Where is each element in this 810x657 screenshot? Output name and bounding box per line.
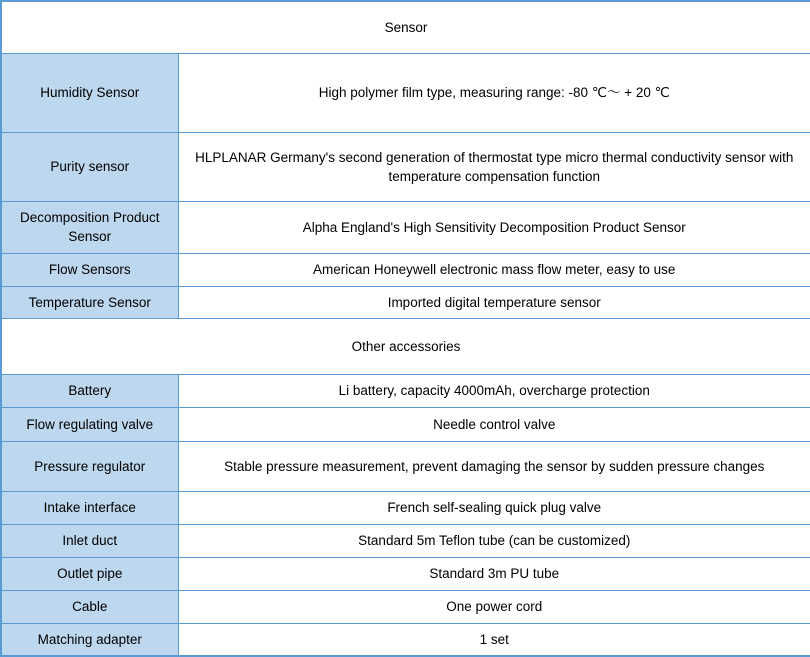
table-row bbox=[1, 253, 810, 286]
row-value-decomposition-product-sensor: Alpha England's High Sensitivity Decomposition Product Sensor bbox=[178, 201, 810, 253]
row-value-intake-interface: French self-sealing quick plug valve bbox=[178, 491, 810, 524]
row-value-cable: One power cord bbox=[178, 590, 810, 623]
row-value-purity-sensor: HLPLANAR Germany's second generation of thermostat type micro thermal conductivity sensor with temperature compensation function bbox=[178, 132, 810, 201]
row-label-purity-sensor: Purity sensor bbox=[1, 132, 178, 201]
row-value-temperature-sensor: Imported digital temperature sensor bbox=[178, 286, 810, 318]
row-value-outlet-pipe: Standard 3m PU tube bbox=[178, 557, 810, 590]
row-label-temperature-sensor: Temperature Sensor bbox=[1, 286, 178, 318]
table-row bbox=[1, 286, 810, 318]
row-label-pressure-regulator: Pressure regulator bbox=[1, 441, 178, 491]
table-row bbox=[1, 53, 810, 132]
row-value-matching-adapter: 1 set bbox=[178, 623, 810, 656]
row-label-battery: Battery bbox=[1, 374, 178, 407]
row-value-pressure-regulator: Stable pressure measurement, prevent damaging the sensor by sudden pressure changes bbox=[178, 441, 810, 491]
table-row bbox=[1, 132, 810, 201]
section-header-sensor: Sensor bbox=[1, 1, 810, 53]
row-value-inlet-duct: Standard 5m Teflon tube (can be customized) bbox=[178, 524, 810, 557]
table-row bbox=[1, 557, 810, 590]
row-label-intake-interface: Intake interface bbox=[1, 491, 178, 524]
section-header-other-accessories: Other accessories bbox=[1, 318, 810, 374]
row-value-flow-regulating-valve: Needle control valve bbox=[178, 407, 810, 441]
table-row bbox=[1, 374, 810, 407]
row-value-flow-sensors: American Honeywell electronic mass flow meter, easy to use bbox=[178, 253, 810, 286]
row-value-battery: Li battery, capacity 4000mAh, overcharge protection bbox=[178, 374, 810, 407]
row-label-matching-adapter: Matching adapter bbox=[1, 623, 178, 656]
table-row bbox=[1, 623, 810, 656]
row-label-humidity-sensor: Humidity Sensor bbox=[1, 53, 178, 132]
row-label-flow-sensors: Flow Sensors bbox=[1, 253, 178, 286]
table-row bbox=[1, 590, 810, 623]
row-value-humidity-sensor: High polymer film type, measuring range: -80 ℃～ + 20 ℃ bbox=[178, 53, 810, 132]
section-header-row bbox=[1, 318, 810, 374]
table-row bbox=[1, 201, 810, 253]
section-header-row bbox=[1, 1, 810, 53]
row-label-decomposition-product-sensor: Decomposition Product Sensor bbox=[1, 201, 178, 253]
row-label-outlet-pipe: Outlet pipe bbox=[1, 557, 178, 590]
row-label-inlet-duct: Inlet duct bbox=[1, 524, 178, 557]
table-row bbox=[1, 491, 810, 524]
row-label-cable: Cable bbox=[1, 590, 178, 623]
table-row bbox=[1, 524, 810, 557]
row-label-flow-regulating-valve: Flow regulating valve bbox=[1, 407, 178, 441]
table-row bbox=[1, 407, 810, 441]
table-row bbox=[1, 441, 810, 491]
